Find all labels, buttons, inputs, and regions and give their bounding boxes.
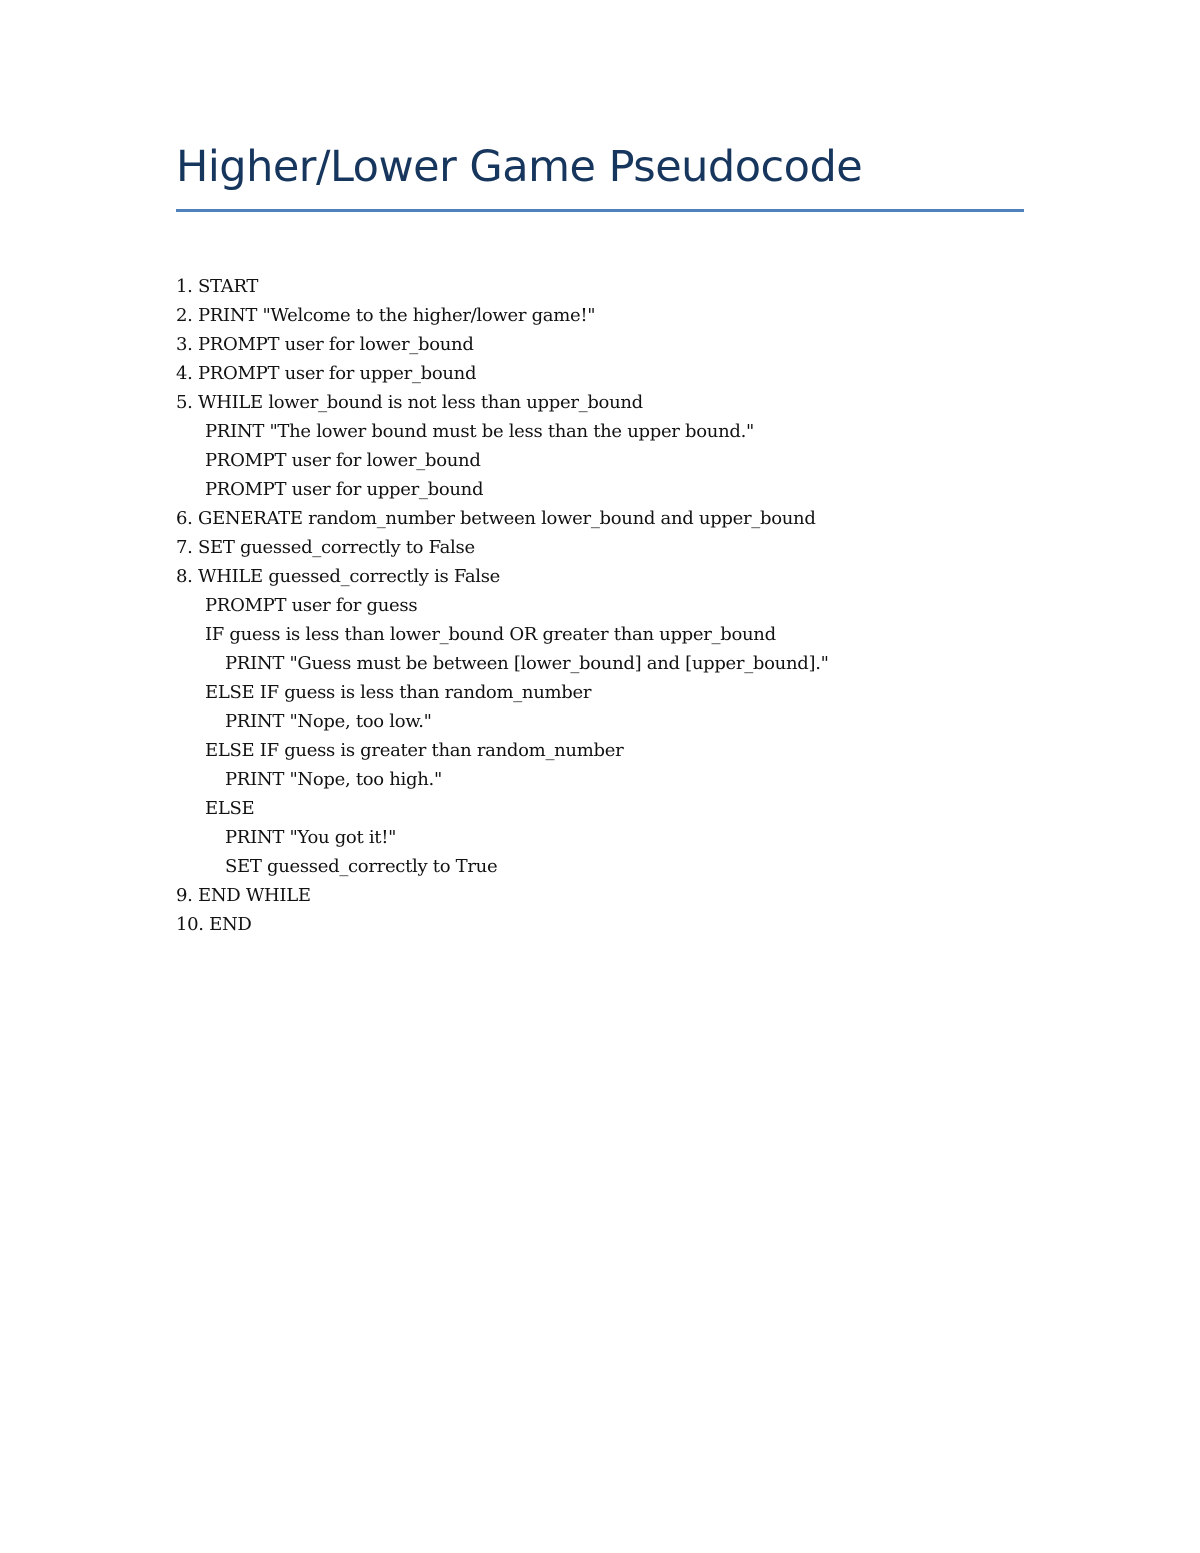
pseudocode-line: 3. PROMPT user for lower_bound	[176, 334, 474, 355]
pseudocode-line: ELSE IF guess is greater than random_number	[205, 740, 624, 761]
pseudocode-line: 2. PRINT "Welcome to the higher/lower game!"	[176, 305, 596, 326]
pseudocode-line: PRINT "The lower bound must be less than the upper bound."	[205, 421, 754, 442]
pseudocode-line: SET guessed_correctly to True	[225, 856, 498, 877]
pseudocode-line: IF guess is less than lower_bound OR greater than upper_bound	[205, 624, 776, 645]
pseudocode-line: ELSE	[205, 798, 255, 819]
pseudocode-line: PRINT "Nope, too high."	[225, 769, 442, 790]
pseudocode-line: 1. START	[176, 276, 259, 297]
document-title: Higher/Lower Game Pseudocode	[176, 142, 863, 192]
title-underline-rule	[176, 209, 1024, 212]
pseudocode-line: 8. WHILE guessed_correctly is False	[176, 566, 501, 587]
pseudocode-line: 4. PROMPT user for upper_bound	[176, 363, 477, 384]
pseudocode-line: PRINT "Guess must be between [lower_bound] and [upper_bound]."	[225, 653, 829, 674]
pseudocode-line: PROMPT user for lower_bound	[205, 450, 481, 471]
pseudocode-line: 7. SET guessed_correctly to False	[176, 537, 475, 558]
pseudocode-list	[176, 272, 829, 939]
pseudocode-line: 9. END WHILE	[176, 885, 311, 906]
pseudocode-line: ELSE IF guess is less than random_number	[205, 682, 592, 703]
pseudocode-line: PROMPT user for guess	[205, 595, 418, 616]
pseudocode-line: 10. END	[176, 914, 252, 935]
pseudocode-line: 6. GENERATE random_number between lower_bound and upper_bound	[176, 508, 816, 529]
pseudocode-line: 5. WHILE lower_bound is not less than upper_bound	[176, 392, 643, 413]
pseudocode-line: PRINT "You got it!"	[225, 827, 397, 848]
pseudocode-line: PROMPT user for upper_bound	[205, 479, 484, 500]
pseudocode-line: PRINT "Nope, too low."	[225, 711, 432, 732]
